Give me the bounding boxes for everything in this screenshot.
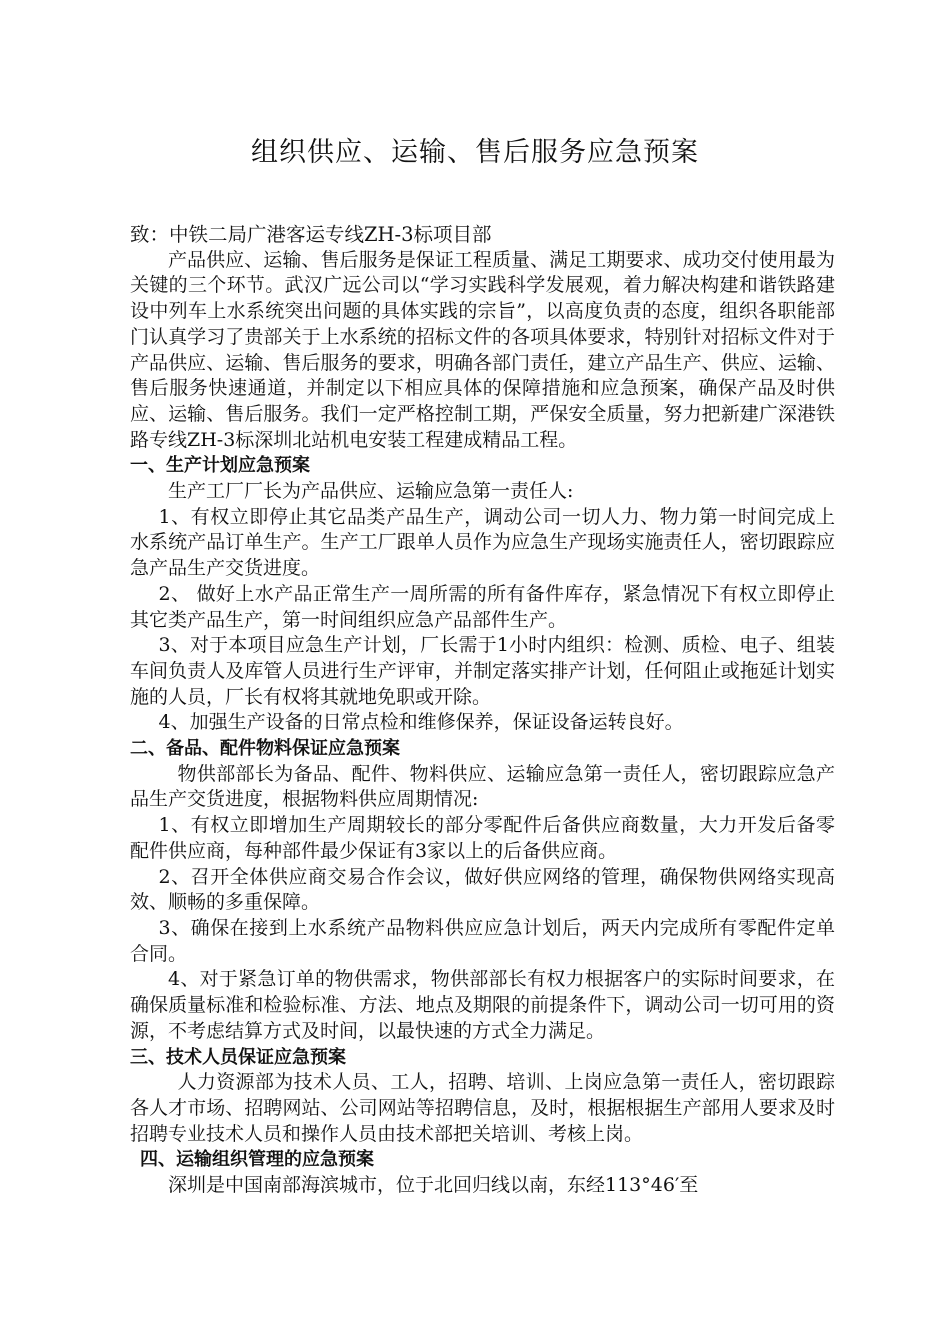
section-1-item-1: 1、有权立即停止其它品类产品生产，调动公司一切人力、物力第一时间完成上水系统产品订单生产。生产工厂跟单人员作为应急生产现场实施责任人，密切跟踪应急产品生产交货进度。 (130, 505, 835, 580)
section-4-heading: 四、运输组织管理的应急预案 (140, 1149, 374, 1171)
document-title: 组织供应、运输、售后服务应急预案 (251, 137, 699, 168)
section-1-item-3: 3、对于本项目应急生产计划，厂长需于1小时内组织：检测、质检、电子、组装车间负责人及库管人员进行生产评审，并制定落实排产计划，任何阻止或拖延计划实施的人员，厂长有权将其就地免职或开除。 (130, 634, 835, 708)
section-2-item-2: 2、召开全体供应商交易合作会议，做好供应网络的管理，确保物供网络实现高效、顺畅的多重保障。 (130, 865, 835, 914)
section-2-heading: 二、备品、配件物料保证应急预案 (130, 738, 400, 760)
section-2-item-3: 3、确保在接到上水系统产品物料供应应急计划后，两天内完成所有零配件定单合同。 (130, 916, 835, 965)
section-2-item-4: 4、对于紧急订单的物供需求，物供部部长有权力根据客户的实际时间要求，在确保质量标准和检验标准、方法、地点及期限的前提条件下，调动公司一切可用的资源，不考虑结算方式及时间，以最快速的方式全力满足。 (130, 968, 835, 1042)
section-1-heading: 一、生产计划应急预案 (130, 455, 310, 477)
section-1-item-2: 2、 做好上水产品正常生产一周所需的所有备件库存，紧急情况下有权立即停止其它类产品生产，第一时间组织应急产品部件生产。 (130, 582, 835, 631)
section-3-lead: 人力资源部为技术人员、工人，招聘、培训、上岗应急第一责任人，密切跟踪各人才市场、招聘网站、公司网站等招聘信息，及时，根据根据生产部用人要求及时招聘专业技术人员和操作人员由技术部把关培训、考核上岗。 (130, 1071, 835, 1145)
section-2-lead: 物供部部长为备品、配件、物料供应、运输应急第一责任人，密切跟踪应急产品生产交货进度，根据物料供应周期情况: (130, 762, 835, 811)
addressee: 致：中铁二局广港客运专线ZH-3标项目部 (130, 223, 492, 246)
intro-paragraph: 产品供应、运输、售后服务是保证工程质量、满足工期要求、成功交付使用最为关键的三个环节。武汉广远公司以“学习实践科学发展观，着力解决构建和谐铁路建设中列车上水系统突出问题的具体实践的宗旨”，以高度负责的态度，组织各职能部门认真学习了贵部关于上水系统的招标文件的各项具体要求，特别针对招标文件对于产品供应、运输、售后服务的要求，明确各部门责任，建立产品生产、供应、运输、售后服务快速通道，并制定以下相应具体的保障措施和应急预案，确保产品及时供应、运输、售后服务。我们一定严格控制工期，严保安全质量，努力把新建广深港铁路专线ZH-3标深圳北站机电安装工程建成精品工程。 (130, 248, 835, 451)
section-3-heading: 三、技术人员保证应急预案 (130, 1046, 346, 1068)
section-1-item-4: 4、加强生产设备的日常点检和维修保养，保证设备运转良好。 (158, 711, 684, 734)
section-1-lead: 生产工厂厂长为产品供应、运输应急第一责任人: (168, 480, 574, 503)
section-2-item-1: 1、有权立即增加生产周期较长的部分零配件后备供应商数量，大力开发后备零配件供应商，每种部件最少保证有3家以上的后备供应商。 (130, 814, 835, 862)
section-4-lead: 深圳是中国南部海滨城市，位于北回归线以南，东经113°46′至 (168, 1174, 699, 1197)
document-body (130, 222, 835, 1199)
